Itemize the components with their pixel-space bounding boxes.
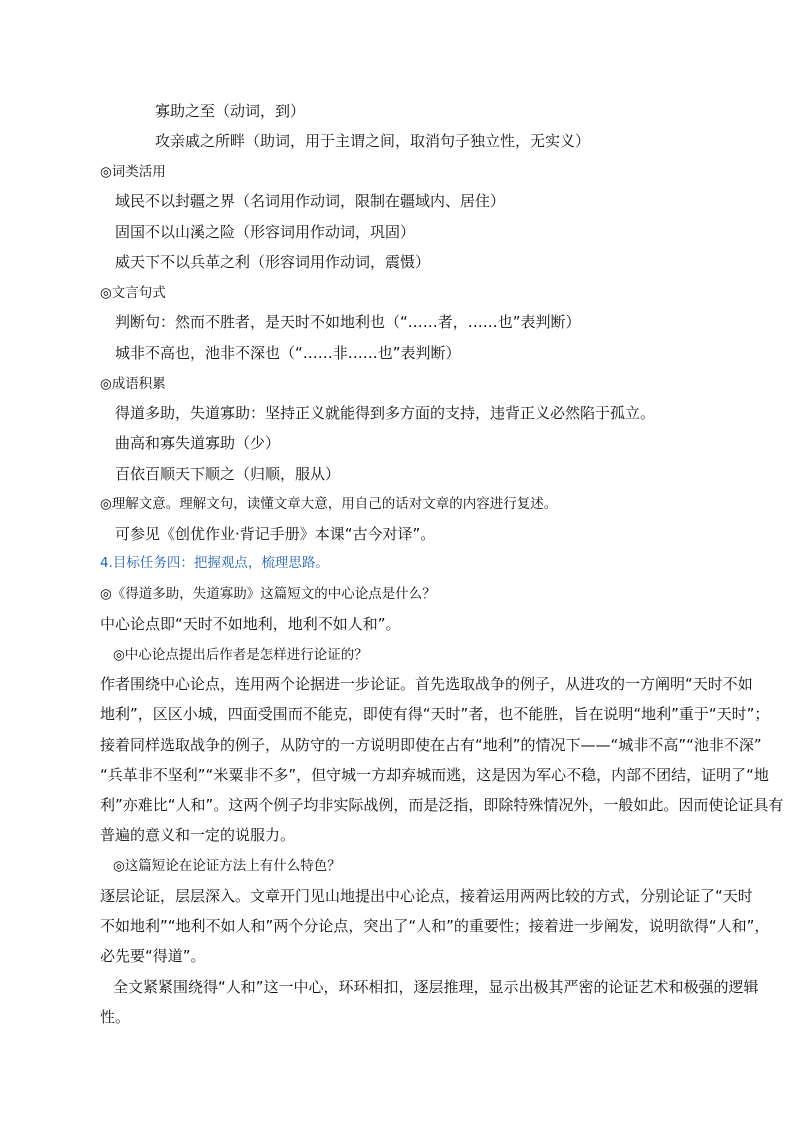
text-line: 城非不高也，池非不深也（“……非……也”表判断） xyxy=(115,344,461,362)
paragraph-line: 利”亦难比“人和”。这两个例子均非实际战例，而是泛指，即除特殊情况外，一般如此。因而使论证具有 xyxy=(100,796,784,814)
text-line: 可参见《创优作业·背记手册》本课“古今对译”。 xyxy=(115,525,436,543)
paragraph-line: 作者围绕中心论点，连用两个论据进一步论证。首先选取战争的例子，从进攻的一方阐明“天时不如 xyxy=(100,675,753,693)
question-line: ◎《得道多助，失道寡助》这篇短文的中心论点是什么？ xyxy=(100,586,436,602)
text-line: 百依百顺天下顺之（归顺，服从） xyxy=(115,465,341,483)
question-line: ◎这篇短论在论证方法上有什么特色？ xyxy=(113,858,341,874)
paragraph-line: 接着同样选取战争的例子，从防守的一方说明即使在占有“地利”的情况下——“城非不高”“池非不深” xyxy=(100,736,762,754)
paragraph-line: 性。 xyxy=(100,1008,131,1026)
paragraph-line: “兵革非不坚利”“米粟非不多”，但守城一方却弃城而逃，这是因为军心不稳，内部不团结，证明了“地 xyxy=(100,766,769,784)
section-heading: ◎理解文意。理解文句，读懂文章大意，用自己的话对文章的内容进行复述。 xyxy=(100,496,558,512)
paragraph-line: 逐层论证，层层深入。文章开门见山地提出中心论点，接着运用两两比较的方式，分别论证了“天时 xyxy=(100,887,753,905)
section-heading: ◎词类活用 xyxy=(100,164,166,180)
text-line: 固国不以山溪之险（形容词用作动词，巩固） xyxy=(115,223,416,241)
text-line: 寡助之至（动词，到） xyxy=(155,102,306,120)
paragraph-line: 普遍的意义和一定的说服力。 xyxy=(100,826,296,844)
question-line: ◎中心论点提出后作者是怎样进行论证的？ xyxy=(113,647,368,663)
paragraph-line: 全文紧紧围绕得“人和”这一中心，环环相扣，逐层推理，显示出极其严密的论证艺术和极强的逻辑 xyxy=(113,978,759,996)
section-heading: ◎成语积累 xyxy=(100,376,166,392)
paragraph-line: 必先要“得道”。 xyxy=(100,947,206,965)
text-line: 曲高和寡失道寡助（少） xyxy=(115,434,281,452)
section-heading: ◎文言句式 xyxy=(100,285,166,301)
text-line: 得道多助，失道寡助：坚持正义就能得到多方面的支持，违背正义必然陷于孤立。 xyxy=(115,404,656,422)
text-line: 威天下不以兵革之利（形容词用作动词，震慑） xyxy=(115,253,431,271)
task-heading: 4.目标任务四：把握观点，梳理思路。 xyxy=(100,555,329,571)
text-line: 域民不以封疆之界（名词用作动词，限制在疆域内、居住） xyxy=(115,192,506,210)
text-line: 攻亲戚之所畔（助词，用于主谓之间，取消句子独立性，无实义） xyxy=(155,132,591,150)
paragraph-line: 地利”，区区小城，四面受围而不能克，即使有得“天时”者，也不能胜，旨在说明“地利”重于“天时”； xyxy=(100,705,770,723)
answer-line: 中心论点即“天时不如地利，地利不如人和”。 xyxy=(100,615,401,633)
text-line: 判断句：然而不胜者，是天时不如地利也（“……者，……也”表判断） xyxy=(115,313,581,331)
paragraph-line: 不如地利”“地利不如人和”两个分论点，突出了“人和”的重要性；接着进一步阐发，说明欲得“人和”， xyxy=(100,917,770,935)
